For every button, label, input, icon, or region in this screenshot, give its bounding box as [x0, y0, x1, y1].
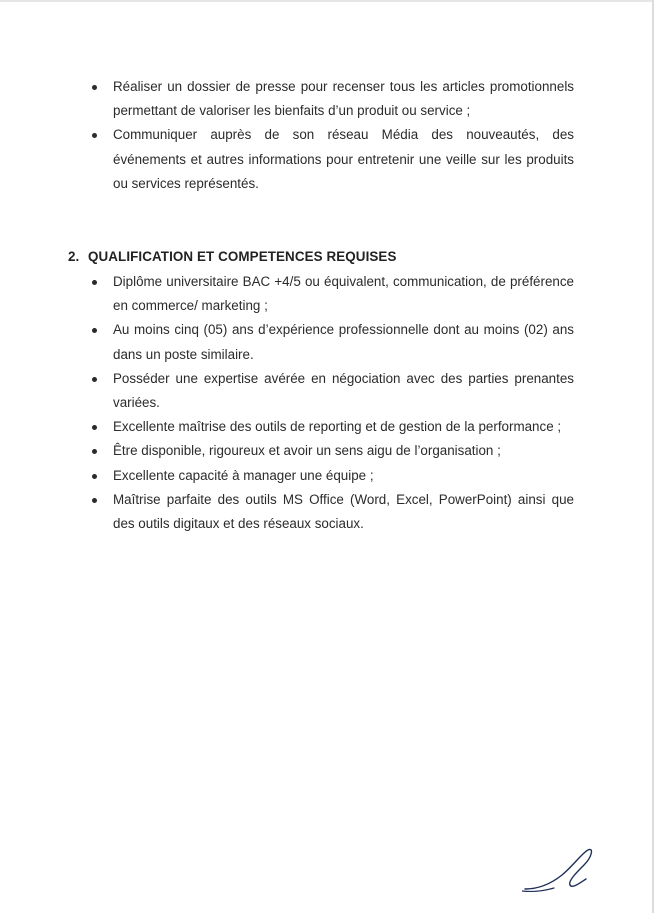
bullet-icon — [92, 425, 97, 430]
list-item-text: Réaliser un dossier de presse pour recenser tous les articles promotionnels permettant de valoriser les bienfaits d’un produit ou service ; — [113, 79, 574, 119]
page-top-edge — [0, 0, 654, 2]
list-item — [90, 488, 574, 536]
responsibilities-list — [90, 75, 574, 196]
list-item-text: Diplôme universitaire BAC +4/5 ou équivalent, communication, de préférence en commerce/ marketing ; — [113, 274, 574, 314]
list-item-text: Posséder une expertise avérée en négociation avec des parties prenantes variées. — [113, 370, 574, 411]
signature-icon — [522, 845, 602, 895]
bullet-icon — [92, 85, 97, 90]
list-item-text: Communiquer auprès de son réseau Média des nouveautés, des événements et autres informations pour entretenir une veille sur les produits ou services représentés. — [113, 127, 574, 191]
list-item-text: Maîtrise parfaite des outils MS Office (Word, Excel, PowerPoint) ainsi que des outils digitaux et des réseaux sociaux. — [113, 491, 574, 532]
bullet-icon — [92, 133, 97, 138]
list-item — [90, 415, 574, 439]
list-item-text: Être disponible, rigoureux et avoir un sens aigu de l’organisation ; — [113, 443, 501, 459]
bullet-icon — [92, 474, 97, 479]
bullet-icon — [92, 328, 97, 333]
qualifications-list — [90, 270, 574, 536]
list-item-text: Excellente maîtrise des outils de reporting et de gestion de la performance ; — [113, 419, 562, 435]
list-item-text: Excellente capacité à manager une équipe ; — [113, 467, 374, 483]
bullet-icon — [92, 449, 97, 454]
list-item — [90, 439, 574, 463]
list-item — [90, 270, 574, 318]
list-item — [90, 318, 574, 366]
list-item — [90, 123, 574, 196]
section-heading — [68, 249, 396, 264]
list-item — [90, 75, 574, 123]
list-item — [90, 367, 574, 415]
list-item-text: Au moins cinq (05) ans d’expérience professionnelle dont au moins (02) ans dans un poste similaire. — [113, 322, 574, 362]
bullet-icon — [92, 498, 97, 503]
list-item — [90, 464, 574, 488]
bullet-icon — [92, 377, 97, 382]
bullet-icon — [92, 280, 97, 285]
section-title: QUALIFICATION ET COMPETENCES REQUISES — [88, 249, 397, 264]
section-number: 2. — [68, 249, 80, 264]
